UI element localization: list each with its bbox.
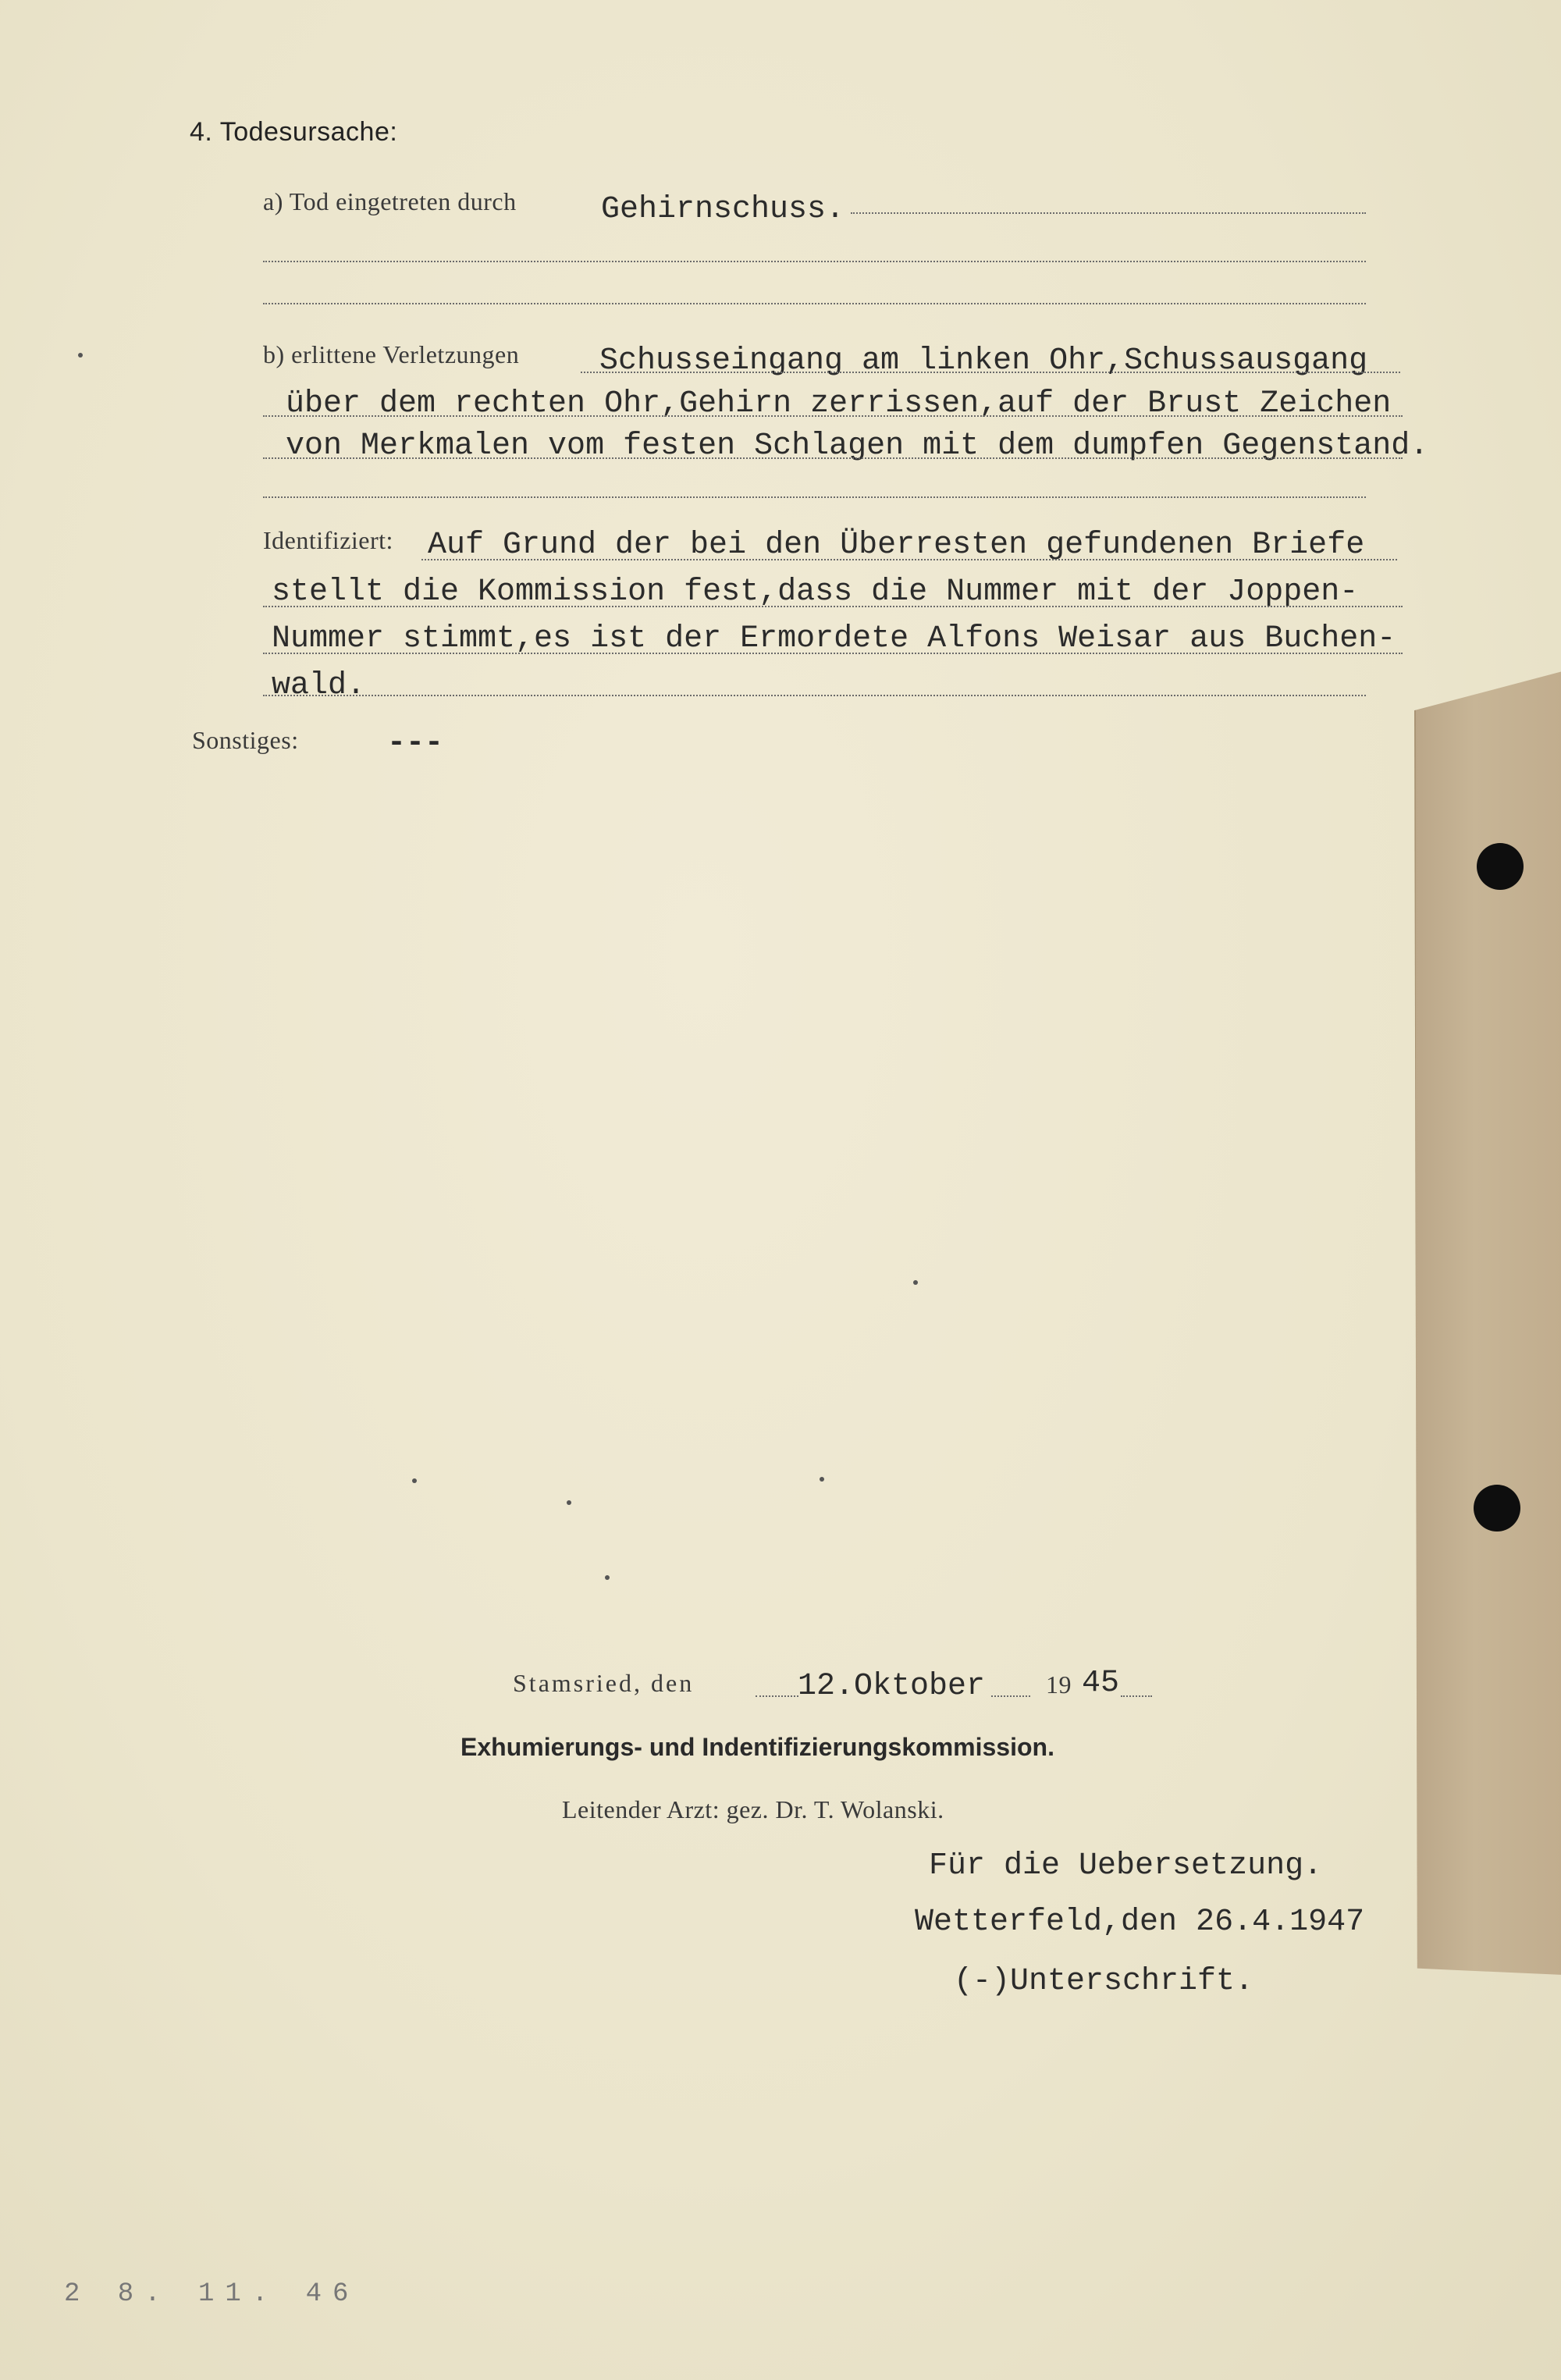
date-value: 12.Oktober <box>798 1669 986 1704</box>
dotted-line <box>263 496 1366 498</box>
paper-speck <box>78 353 83 358</box>
dotted-line <box>756 1695 798 1697</box>
cause-of-death-label: a) Tod eingetreten durch <box>263 187 517 215</box>
injuries-line-1: Schusseingang am linken Ohr,Schussausgang <box>599 343 1368 379</box>
identified-line-4: wald. <box>272 668 366 703</box>
paper-speck <box>820 1477 824 1482</box>
dotted-line <box>263 653 1403 654</box>
dotted-line <box>263 303 1366 304</box>
paper-speck <box>567 1500 571 1505</box>
cause-of-death-value: Gehirnschuss. <box>601 192 845 227</box>
year-suffix: 45 <box>1082 1666 1120 1701</box>
dotted-line <box>263 457 1403 459</box>
injuries-label: b) erlittene Verletzungen <box>263 340 520 368</box>
translation-signature: (-)Unterschrift. <box>954 1964 1254 1999</box>
year-prefix: 19 <box>1046 1670 1072 1699</box>
doctor-signature-line: Leitender Arzt: gez. Dr. T. Wolanski. <box>562 1795 944 1823</box>
dotted-line <box>263 415 1403 417</box>
dotted-line <box>421 559 1397 560</box>
paper-speck <box>412 1478 417 1483</box>
translation-note: Für die Uebersetzung. <box>929 1848 1323 1884</box>
identified-line-1: Auf Grund der bei den Überresten gefundenen Briefe <box>428 528 1365 563</box>
translation-place-date: Wetterfeld,den 26.4.1947 <box>915 1905 1365 1940</box>
identified-line-2: stellt die Kommission fest,dass die Nummer mit der Joppen- <box>272 575 1359 610</box>
dotted-line <box>1121 1695 1152 1697</box>
injuries-line-2: über dem rechten Ohr,Gehirn zerrissen,auf der Brust Zeichen <box>286 386 1392 422</box>
punch-hole <box>1477 843 1524 890</box>
dotted-line <box>581 372 1400 373</box>
paper-speck <box>913 1280 918 1285</box>
dotted-line <box>263 606 1403 607</box>
paper-speck <box>605 1575 610 1580</box>
dotted-line <box>263 261 1366 262</box>
dotted-line <box>991 1695 1030 1697</box>
punch-hole <box>1474 1485 1520 1532</box>
dotted-line <box>851 212 1366 214</box>
archive-stamp: 2 8. 11. 46 <box>64 2279 360 2309</box>
dotted-line <box>263 695 1366 696</box>
other-label: Sonstiges: <box>192 726 299 754</box>
place-label: Stamsried, den <box>513 1669 695 1697</box>
identified-line-3: Nummer stimmt,es ist der Ermordete Alfons Weisar aus Buchen- <box>272 621 1396 656</box>
injuries-line-3: von Merkmalen vom festen Schlagen mit dem dumpfen Gegenstand. <box>286 429 1429 464</box>
identified-label: Identifiziert: <box>263 526 393 554</box>
section-heading: 4. Todesursache: <box>190 117 398 147</box>
other-value: --- <box>387 726 444 761</box>
commission-name: Exhumierungs- und Indentifizierungskommission. <box>460 1733 1054 1761</box>
